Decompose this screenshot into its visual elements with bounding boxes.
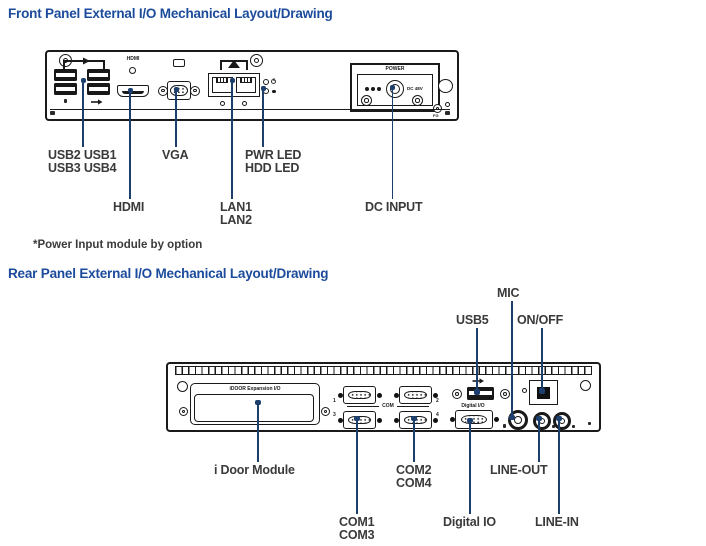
leader-usb5 (476, 328, 478, 391)
vent-slots (175, 366, 592, 375)
screw-icon (250, 54, 263, 67)
leader-dot (230, 78, 236, 84)
pwr-led (263, 79, 269, 85)
com-number-3: 3 (333, 412, 336, 418)
usb-arrow-icon (90, 99, 103, 105)
power-footnote: *Power Input module by option (33, 239, 203, 251)
usb-marking-icon (64, 99, 67, 103)
leader-lan (231, 80, 233, 199)
front-panel-drawing (45, 50, 459, 121)
lan-led-hole (220, 101, 225, 106)
leader-dot (261, 86, 267, 92)
leader-dot (128, 88, 134, 94)
label-line-in: LINE-IN (535, 515, 579, 529)
corner-mark (50, 111, 55, 115)
com-number-2: 2 (436, 398, 439, 404)
label-hdd-led: HDD LED (245, 161, 300, 175)
usb-arrow-icon (471, 378, 485, 384)
label-lan1: LAN1 (220, 200, 252, 214)
leader-dot (539, 388, 545, 394)
idoor-marking: iDOOR Expansion I/O (229, 385, 281, 392)
lan-icon (219, 58, 249, 71)
antenna-hole (438, 79, 453, 93)
line-out-jack (533, 412, 551, 430)
label-pwr-led: PWR LED (245, 148, 302, 162)
label-onoff: ON/OFF (517, 313, 564, 327)
corner-mark (588, 422, 591, 425)
dc-rating-marking: DC 48V (407, 86, 423, 91)
label-com1: COM1 (339, 515, 375, 529)
digital-io-marking: Digital I/O (461, 403, 485, 409)
screw-icon (361, 95, 372, 106)
com1-port (343, 386, 376, 404)
leader-dot (556, 416, 562, 422)
leader-linein (558, 418, 560, 514)
usb5-port (467, 387, 494, 400)
leader-led (262, 88, 264, 147)
leader-com13 (356, 418, 358, 514)
idoor-slot (194, 394, 314, 422)
leader-digitalio (469, 420, 471, 514)
label-hdmi: HDMI (113, 200, 145, 214)
usb1-port (87, 69, 110, 81)
label-usb-row1: USB2 USB1 (48, 148, 117, 162)
leader-lineout (538, 418, 540, 462)
screw-icon (452, 389, 462, 399)
com-number-1: 1 (333, 398, 336, 404)
line-in-jack (553, 412, 571, 430)
leader-dot (474, 389, 480, 395)
screw-icon (179, 407, 188, 416)
leader-dot (255, 400, 261, 406)
lan-ports (208, 73, 260, 97)
label-com3: COM3 (339, 528, 375, 542)
digital-io-port (455, 410, 493, 429)
label-mic: MIC (497, 286, 520, 300)
leader-mic (511, 301, 513, 416)
small-hole (445, 102, 450, 107)
corner-mark (445, 111, 450, 115)
fg-marking: FG (433, 113, 439, 118)
hdd-led-dot (272, 90, 276, 94)
label-usb5: USB5 (456, 313, 489, 327)
label-com4: COM4 (396, 476, 432, 490)
power-module-marking: POWER (385, 66, 405, 72)
rear-panel-drawing (166, 362, 601, 432)
leader-vga (175, 89, 177, 147)
usb2-port (54, 69, 77, 81)
lan2-port (236, 77, 257, 93)
com-number-4: 4 (436, 412, 439, 418)
lan-led-hole (242, 101, 247, 106)
vga-port (158, 81, 200, 100)
leader-dot (411, 416, 417, 422)
panel-hole (177, 381, 188, 392)
com2-port (399, 386, 432, 404)
label-idoor: i Door Module (214, 463, 295, 477)
usb4-port (87, 83, 110, 95)
leader-hdmi (129, 90, 131, 199)
leader-com24 (413, 418, 415, 462)
rear-section-title: Rear Panel External I/O Mechanical Layout/Drawing (8, 266, 329, 281)
panel-inner-line (50, 109, 450, 110)
screw-icon (500, 389, 510, 399)
leader-usb (82, 80, 84, 147)
label-com2: COM2 (396, 463, 432, 477)
leader-idoor (257, 402, 259, 462)
leader-dot (81, 78, 87, 84)
leader-dot (467, 418, 473, 424)
label-usb-row2: USB3 USB4 (48, 161, 117, 175)
label-vga: VGA (162, 148, 189, 162)
line-in-symbol-icon (572, 425, 575, 428)
mic-symbol-icon (503, 424, 506, 428)
leader-dot (536, 416, 542, 422)
display-icon (173, 59, 185, 67)
leader-dot (390, 85, 396, 91)
front-section-title: Front Panel External I/O Mechanical Layout/Drawing (8, 6, 333, 21)
com-bracket-line (397, 406, 429, 407)
label-digital-io: Digital IO (443, 515, 496, 529)
hdmi-port-marking: HDMI (126, 56, 140, 62)
usb3-port (54, 83, 77, 95)
leader-dot (509, 415, 515, 421)
hdmi-port (117, 85, 149, 97)
power-symbol-icon (271, 79, 276, 84)
com-marking: COM (382, 402, 394, 409)
screw-icon (321, 407, 330, 416)
screw-icon (412, 95, 423, 106)
com-bracket-line (347, 406, 379, 407)
label-line-out: LINE-OUT (490, 463, 548, 477)
panel-hole (580, 380, 591, 391)
label-dc-input: DC INPUT (365, 200, 423, 214)
leader-dc (392, 87, 394, 199)
leader-dot (354, 416, 360, 422)
leader-dot (174, 87, 180, 93)
small-hole (522, 388, 527, 393)
hdmi-screw-hole (129, 67, 136, 74)
label-lan2: LAN2 (220, 213, 252, 227)
leader-onoff (541, 328, 543, 390)
